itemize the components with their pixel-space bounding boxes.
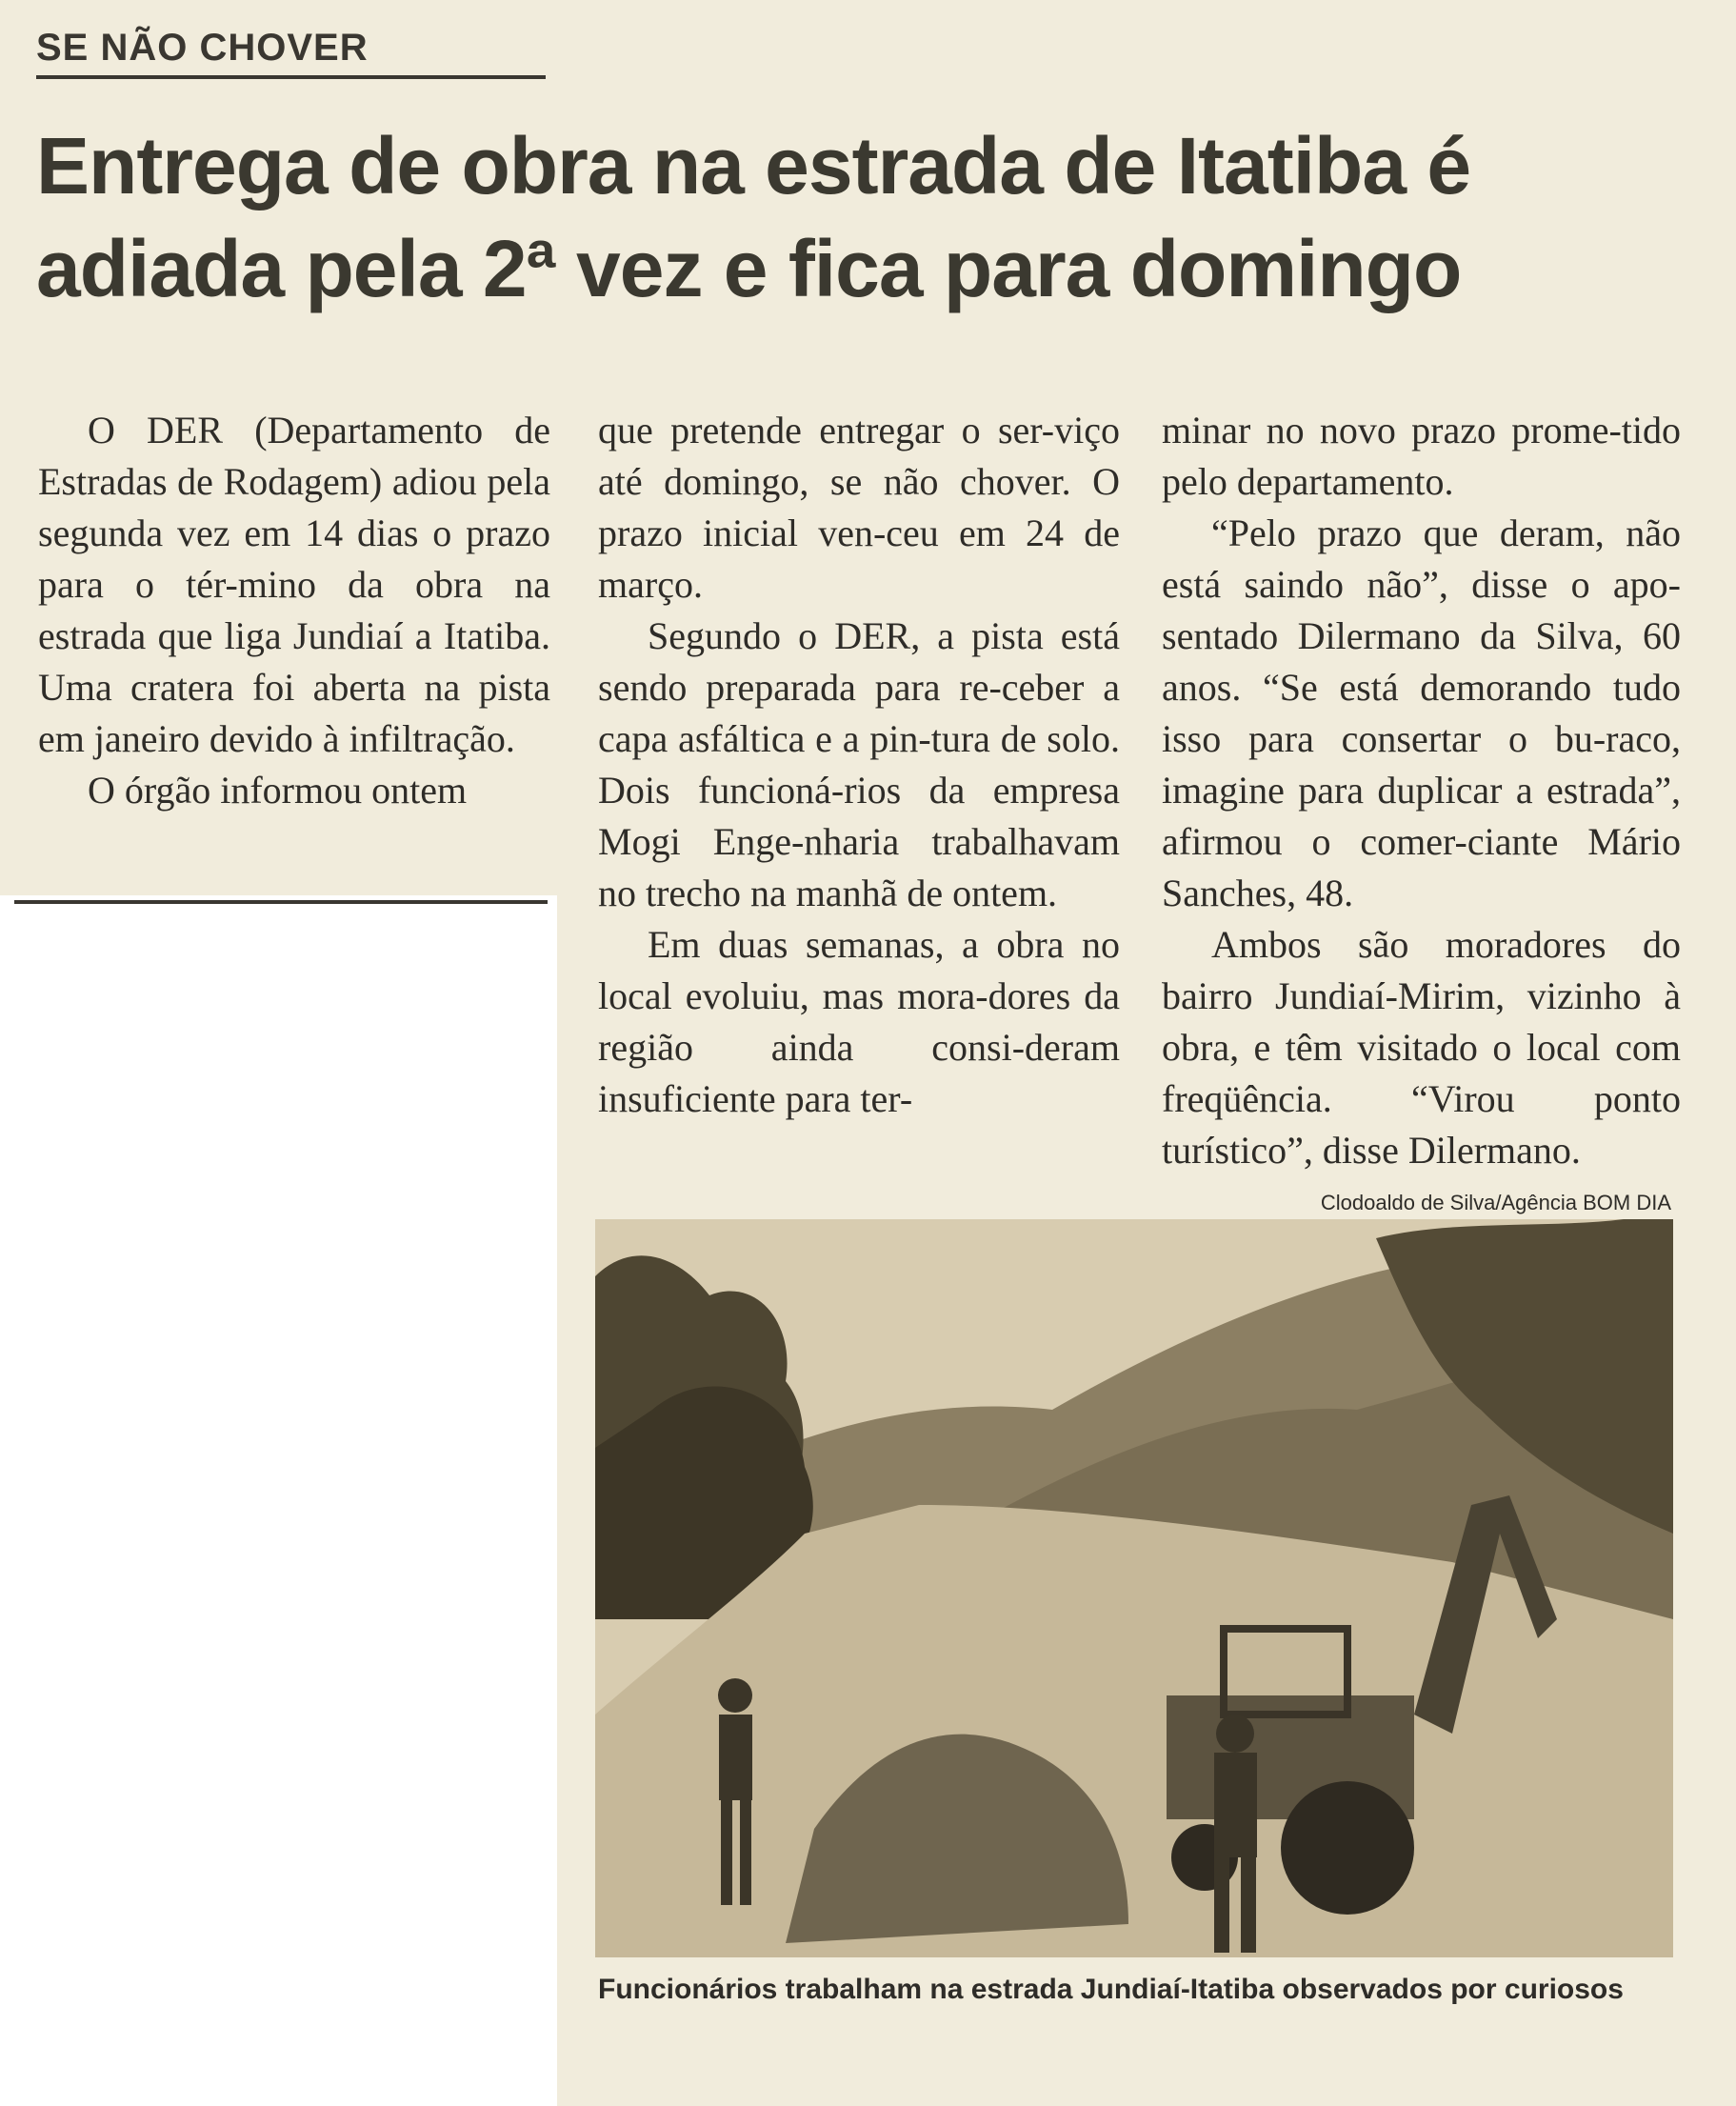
paragraph: minar no novo prazo prome-tido pelo departamento. xyxy=(1162,409,1681,503)
road-construction-illustration xyxy=(595,1219,1673,1957)
photo-caption: Funcionários trabalham na estrada Jundiaí-Itatiba observados por curiosos xyxy=(598,1974,1624,2005)
headline-line-2: adiada pela 2ª vez e fica para domingo xyxy=(36,224,1462,313)
paragraph: O órgão informou ontem xyxy=(88,769,468,812)
body-column-1 xyxy=(38,405,550,816)
body-column-3 xyxy=(1162,405,1681,1176)
blank-area xyxy=(0,895,557,2106)
paragraph: Segundo o DER, a pista está sendo preparada para re-ceber a capa asfáltica e a pin-tura de solo. Dois funcioná-rios da empresa Mogi Enge-nharia trabalhavam no trecho na manhã de ontem. xyxy=(598,614,1120,914)
paragraph: Ambos são moradores do bairro Jundiaí-Mirim, vizinho à obra, e têm visitado o local com freqüência. “Virou ponto turístico”, disse Dilermano. xyxy=(1162,923,1681,1172)
paragraph: Em duas semanas, a obra no local evoluiu, mas mora-dores da região ainda consi-deram insuficiente para ter- xyxy=(598,923,1120,1120)
photo-credit: Clodoaldo de Silva/Agência BOM DIA xyxy=(1320,1191,1671,1214)
kicker: SE NÃO CHOVER xyxy=(36,27,546,79)
headline xyxy=(36,114,1703,320)
news-photo xyxy=(595,1219,1673,1957)
paragraph: “Pelo prazo que deram, não está saindo não”, disse o apo-sentado Dilermano da Silva, 60 anos. “Se está demorando tudo isso para consertar o bu-raco, imagine para duplicar a estrada”, afirmou o comer-ciante Mário Sanches, 48. xyxy=(1162,511,1681,914)
headline-line-1: Entrega de obra na estrada de Itatiba é xyxy=(36,121,1471,211)
paragraph: que pretende entregar o ser-viço até domingo, se não chover. O prazo inicial ven-ceu em 24 de março. xyxy=(598,409,1120,606)
paragraph: O DER (Departamento de Estradas de Rodagem) adiou pela segunda vez em 14 dias o prazo para o tér-mino da obra na estrada que liga Jundiaí a Itatiba. Uma cratera foi aberta na pista em janeiro devido à infiltração. xyxy=(38,409,550,760)
section-divider xyxy=(14,900,548,904)
body-column-2 xyxy=(598,405,1120,1125)
